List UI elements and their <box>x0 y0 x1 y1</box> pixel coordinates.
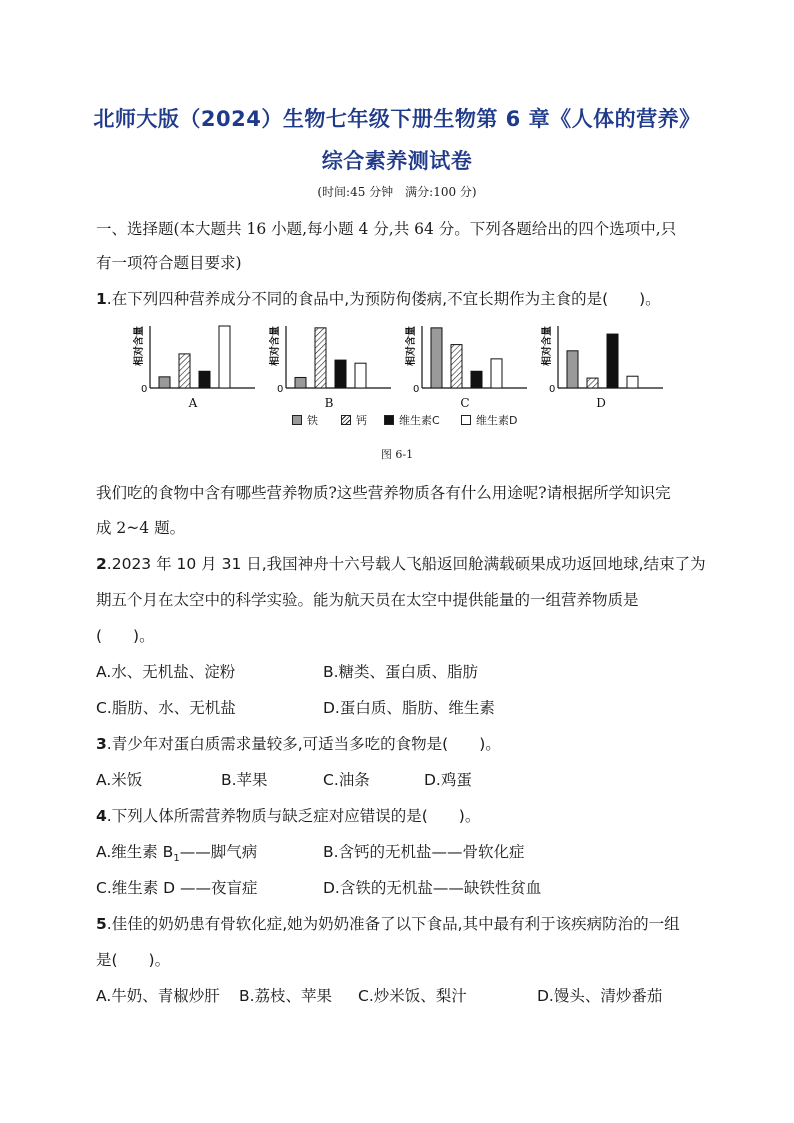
q4-option-a <box>96 840 257 864</box>
q5-option-a: A.牛奶、青椒炒肝 <box>96 987 220 1005</box>
question-text: .佳佳的奶奶患有骨软化症,她为奶奶准备了以下食品,其中最有利于该疾病防治的一组 <box>106 915 680 933</box>
q2-option-c: C.脂肪、水、无机盐 <box>96 699 236 717</box>
question-4 <box>96 804 480 826</box>
legend-calcium <box>341 412 367 428</box>
bar-vitamin-d <box>219 326 230 388</box>
bar-vitamin-d <box>627 376 638 388</box>
legend-label: 维生素C <box>399 414 440 427</box>
q2-option-d: D.蛋白质、脂肪、维生素 <box>323 699 495 717</box>
bar-calcium <box>315 328 326 388</box>
question-number: 2 <box>96 555 107 573</box>
question-2 <box>96 552 706 574</box>
panel-label: A <box>188 396 198 410</box>
q2-option-b: B.糖类、蛋白质、脂肪 <box>323 663 479 681</box>
bar-vitamin-d <box>491 359 502 388</box>
y-zero-label: 0 <box>141 384 148 395</box>
q5-option-d: D.馒头、清炒番茄 <box>537 987 663 1005</box>
panel-label: B <box>324 396 334 410</box>
option-text: A.维生素 B <box>96 843 174 861</box>
intro-text-line2: 成 2~4 题。 <box>96 519 186 537</box>
y-zero-label: 0 <box>549 384 556 395</box>
bar-iron <box>159 377 170 388</box>
panel-label: C <box>460 396 470 410</box>
panel-label: D <box>596 396 606 410</box>
page-title: 北师大版（2024）生物七年级下册生物第 6 章《人体的营养》 <box>93 107 701 131</box>
question-1 <box>96 287 661 309</box>
q5-option-c: C.炒米饭、梨汁 <box>358 987 467 1005</box>
section-heading-line2: 有一项符合题目要求) <box>96 254 242 272</box>
question-number: 4 <box>96 807 107 825</box>
q4-option-d: D.含铁的无机盐——缺铁性贫血 <box>323 879 542 897</box>
bar-calcium <box>587 378 598 388</box>
question-2-line3: ( )。 <box>96 627 155 645</box>
question-number: 1 <box>96 290 107 308</box>
legend-swatch-calcium <box>341 415 351 425</box>
legend-label: 钙 <box>356 414 367 427</box>
section-heading: 一、选择题(本大题共 16 小题,每小题 4 分,共 64 分。下列各题给出的四个选项中,只 <box>96 220 677 238</box>
q2-option-a: A.水、无机盐、淀粉 <box>96 663 236 681</box>
question-number: 5 <box>96 915 107 933</box>
q4-option-b: B.含钙的无机盐——骨软化症 <box>323 843 525 861</box>
bar-iron <box>567 351 578 388</box>
question-text: .下列人体所需营养物质与缺乏症对应错误的是( )。 <box>106 807 481 825</box>
question-5 <box>96 912 680 934</box>
y-axis-label: 相对含量 <box>542 326 553 366</box>
bar-vitamin-d <box>355 363 366 388</box>
question-2-line2: 期五个月在太空中的科学实验。能为航天员在太空中提供能量的一组营养物质是 <box>96 591 639 609</box>
bar-iron <box>431 328 442 388</box>
question-3 <box>96 732 501 754</box>
legend-swatch-iron <box>292 415 302 425</box>
q3-option-b: B.苹果 <box>221 771 268 789</box>
question-text: .青少年对蛋白质需求量较多,可适当多吃的食物是( )。 <box>106 735 501 753</box>
question-number: 3 <box>96 735 107 753</box>
legend-swatch-vitamin-d <box>461 415 471 425</box>
bar-calcium <box>179 354 190 388</box>
q3-option-d: D.鸡蛋 <box>424 771 472 789</box>
q3-option-a: A.米饭 <box>96 771 143 789</box>
exam-info: (时间:45 分钟 满分:100 分) <box>317 185 477 199</box>
chart-legend <box>0 412 794 432</box>
y-axis-label: 相对含量 <box>134 326 145 366</box>
q4-option-c: C.维生素 D ——夜盲症 <box>96 879 258 897</box>
bar-iron <box>295 377 306 388</box>
y-zero-label: 0 <box>413 384 420 395</box>
bar-vitamin-c <box>335 360 346 388</box>
option-text-end: ——脚气病 <box>179 843 258 861</box>
bar-vitamin-c <box>199 371 210 388</box>
bar-vitamin-c <box>607 334 618 388</box>
question-5-line2: 是( )。 <box>96 951 171 969</box>
legend-iron <box>292 412 318 428</box>
y-axis-label: 相对含量 <box>406 326 417 366</box>
page-title-line2: 综合素养测试卷 <box>321 149 473 173</box>
figure-caption: 图 6-1 <box>380 448 414 461</box>
bar-calcium <box>451 345 462 388</box>
intro-text: 我们吃的食物中含有哪些营养物质?这些营养物质各有什么用途呢?请根据所学知识完 <box>96 484 671 502</box>
legend-label: 维生素D <box>476 414 518 427</box>
legend-swatch-vitamin-c <box>384 415 394 425</box>
legend-vitamin-d <box>461 412 517 428</box>
option-subscript: 1 <box>173 853 180 865</box>
bar-vitamin-c <box>471 371 482 388</box>
legend-vitamin-c <box>384 412 440 428</box>
q5-option-b: B.荔枝、苹果 <box>239 987 333 1005</box>
legend-label: 铁 <box>307 414 318 427</box>
q3-option-c: C.油条 <box>323 771 370 789</box>
y-axis-label: 相对含量 <box>270 326 281 366</box>
question-text: .在下列四种营养成分不同的食品中,为预防佝偻病,不宜长期作为主食的是( )。 <box>106 290 661 308</box>
y-zero-label: 0 <box>277 384 284 395</box>
question-text: .2023 年 10 月 31 日,我国神舟十六号载人飞船返回舱满载硕果成功返回地球,结束了为 <box>106 555 706 573</box>
